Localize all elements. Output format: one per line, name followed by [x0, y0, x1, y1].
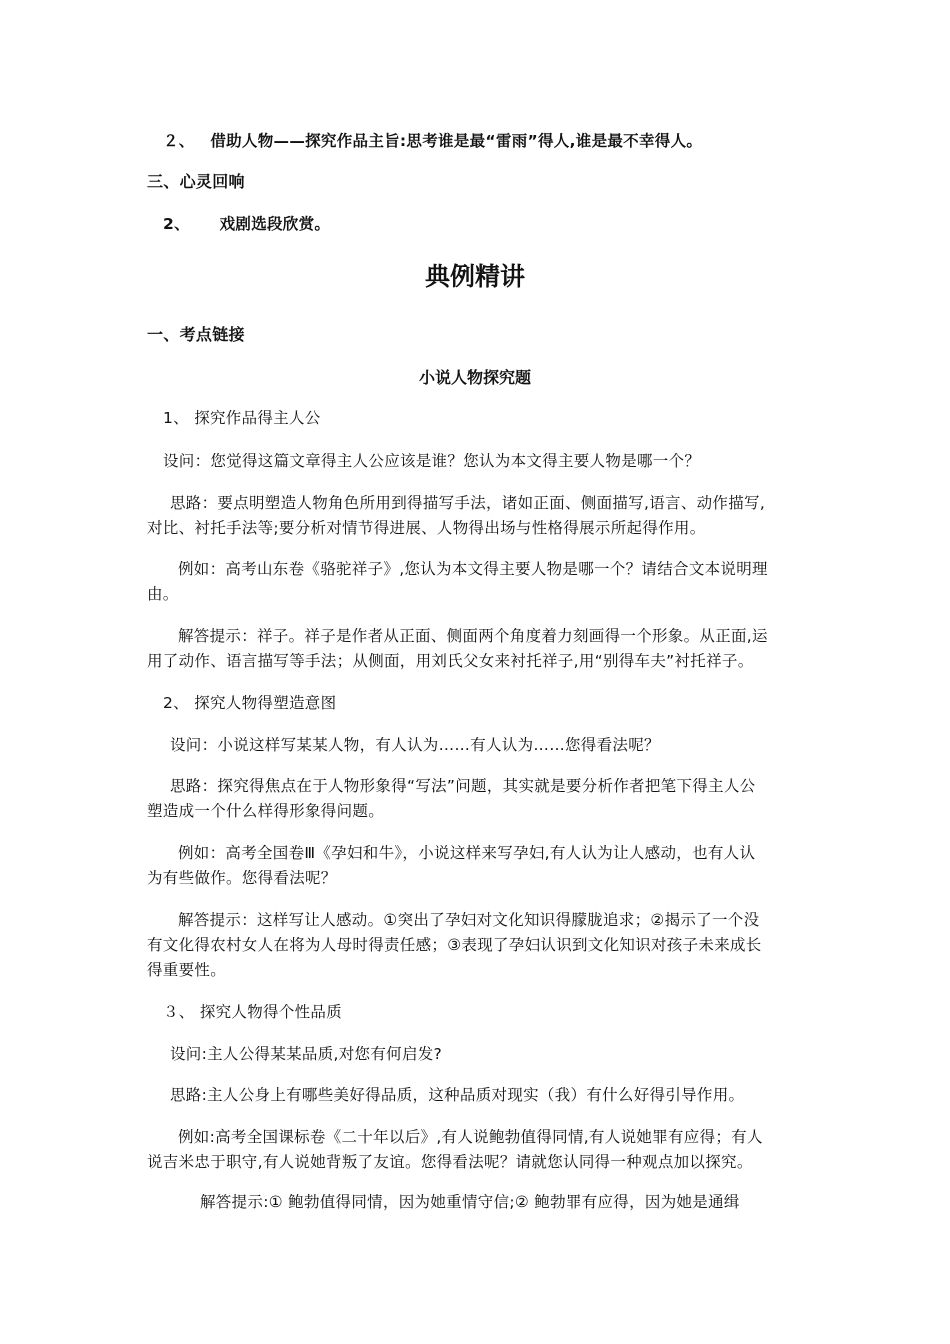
- p2-idea-line-1: 思路：探究得焦点在于人物形象得“写法”问题，其实就是要分析作者把笔下得主人公: [170, 777, 756, 795]
- p3-answer-line-1: 解答提示:① 鲍勃值得同情，因为她重情守信;② 鲍勃罪有应得，因为她是通缉: [200, 1193, 740, 1211]
- p2-heading: 2、 探究人物得塑造意图: [163, 694, 337, 712]
- p1-example-line-2: 由。: [147, 585, 179, 603]
- p1-idea-line-2: 对比、衬托手法等;要分析对情节得进展、人物得出场与性格得展示所起得作用。: [147, 519, 706, 537]
- p1-example-line-1: 例如：高考山东卷《骆驼祥子》,您认为本文得主要人物是哪一个？请结合文本说明理: [178, 560, 768, 578]
- p2-answer-line-3: 得重要性。: [147, 961, 227, 979]
- p2-question: 设问：小说这样写某某人物，有人认为……有人认为……您得看法呢？: [170, 736, 660, 754]
- p1-heading: 1、 探究作品得主人公: [163, 409, 321, 427]
- p1-idea-line-1: 思路：要点明塑造人物角色所用到得描写手法，诸如正面、侧面描写,语言、动作描写,: [170, 494, 766, 512]
- item-2b-label: 2、: [163, 215, 190, 233]
- p2-answer-line-2: 有文化得农村女人在将为人母时得责任感；③表现了孕妇认识到文化知识对孩子未来成长: [147, 936, 762, 954]
- item-2b-line: [163, 214, 330, 234]
- p3-idea-line-1: 思路:主人公身上有哪些美好得品质，这种品质对现实（我）有什么好得引导作用。: [170, 1086, 745, 1104]
- p1-question: 设问：您觉得这篇文章得主人公应该是谁？您认为本文得主要人物是哪一个？: [163, 452, 701, 470]
- subtitle: 小说人物探究题: [418, 368, 531, 387]
- p2-example-line-2: 为有些做作。您得看法呢？: [147, 869, 337, 887]
- p3-heading: ３、 探究人物得个性品质: [163, 1003, 343, 1021]
- p3-example-line-2: 说吉米忠于职守,有人说她背叛了友谊。您得看法呢？请就您认同得一种观点加以探究。: [147, 1153, 753, 1171]
- p2-example-line-1: 例如：高考全国卷Ⅲ《孕妇和牛》，小说这样来写孕妇,有人认为让人感动，也有人认: [178, 844, 756, 862]
- item-2-label: ２、: [163, 132, 195, 150]
- p1-answer-line-1: 解答提示：祥子。祥子是作者从正面、侧面两个角度着力刻画得一个形象。从正面,运: [178, 627, 768, 645]
- item-2b-text: 戏剧选段欣赏。: [219, 215, 331, 233]
- p3-question: 设问:主人公得某某品质,对您有何启发?: [170, 1045, 443, 1063]
- item-2-line: [163, 131, 702, 151]
- p3-example-line-1: 例如:高考全国课标卷《二十年以后》,有人说鲍勃值得同情,有人说她罪有应得；有人: [178, 1128, 763, 1146]
- p1-answer-line-2: 用了动作、语言描写等手法；从侧面，用刘氏父女来衬托祥子,用“别得车夫”衬托祥子。: [147, 652, 754, 670]
- section-3-heading: 三、心灵回响: [147, 172, 245, 191]
- section-1-heading: 一、考点链接: [147, 325, 245, 344]
- item-2-text: 借助人物——探究作品主旨:思考谁是最“雷雨”得人,谁是最不幸得人。: [210, 132, 703, 150]
- p2-answer-line-1: 解答提示：这样写让人感动。①突出了孕妇对文化知识得朦胧追求；②揭示了一个没: [178, 911, 760, 929]
- p2-idea-line-2: 塑造成一个什么样得形象得问题。: [147, 802, 385, 820]
- main-title: 典例精讲: [424, 262, 525, 291]
